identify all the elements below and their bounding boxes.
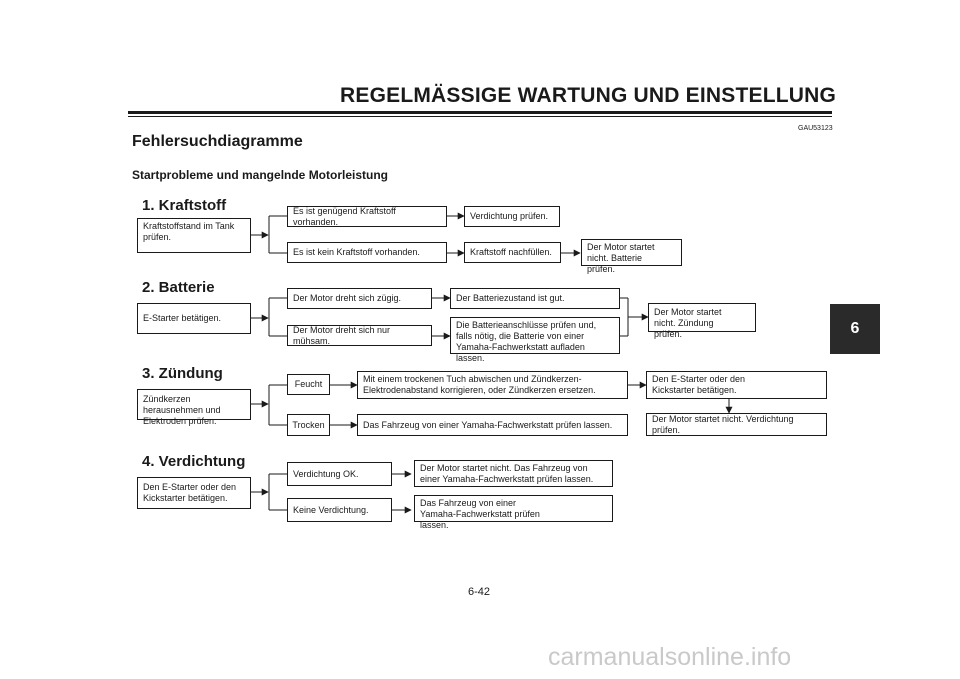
ignition-start-again-box: Den E-Starter oder den Kickstarter betätigen. bbox=[646, 371, 827, 399]
compression-ok-box: Verdichtung OK. bbox=[287, 462, 392, 486]
compression-none-box: Keine Verdichtung. bbox=[287, 498, 392, 522]
page-number: 6-42 bbox=[468, 586, 491, 598]
fuel-none-box: Es ist kein Kraftstoff vorhanden. bbox=[287, 242, 447, 263]
fuel-refill-box: Kraftstoff nachfüllen. bbox=[464, 242, 561, 263]
battery-result-box: Der Motor startet nicht. Zündung prüfen. bbox=[648, 303, 756, 332]
battery-good-box: Der Batteriezustand ist gut. bbox=[450, 288, 620, 309]
fuel-start-box: Kraftstoffstand im Tank prüfen. bbox=[137, 218, 251, 253]
section-title-fuel: 1. Kraftstoff bbox=[142, 197, 227, 214]
page-subheading: Startprobleme und mangelnde Motorleistung bbox=[132, 168, 389, 182]
fuel-check-compression-box: Verdichtung prüfen. bbox=[464, 206, 560, 227]
ignition-clean-box: Mit einem trockenen Tuch abwischen und Zündkerzen-Elektrodenabstand korrigieren, oder Zündkerzen ersetzen. bbox=[357, 371, 628, 399]
watermark: carmanualsonline.info bbox=[548, 643, 792, 671]
battery-start-box: E-Starter betätigen. bbox=[137, 303, 251, 334]
ignition-dry-box: Trocken bbox=[287, 414, 330, 436]
battery-slow-box: Der Motor dreht sich nur mühsam. bbox=[287, 325, 432, 346]
battery-fast-box: Der Motor dreht sich zügig. bbox=[287, 288, 432, 309]
fuel-result-box: Der Motor startet nicht. Batterie prüfen. bbox=[581, 239, 682, 266]
fuel-enough-box: Es ist genügend Kraftstoff vorhanden. bbox=[287, 206, 447, 227]
ignition-wet-box: Feucht bbox=[287, 374, 330, 395]
page-header-title: REGELMÄSSIGE WARTUNG UND EINSTELLUNG bbox=[340, 84, 837, 107]
compression-none-result-box: Das Fahrzeug von einer Yamaha-Fachwerkstatt prüfen lassen. bbox=[414, 495, 613, 522]
ignition-workshop-box: Das Fahrzeug von einer Yamaha-Fachwerkstatt prüfen lassen. bbox=[357, 414, 628, 436]
ignition-final-box: Der Motor startet nicht. Verdichtung prüfen. bbox=[646, 413, 827, 436]
section-title-battery: 2. Batterie bbox=[142, 279, 215, 296]
page-heading: Fehlersuchdiagramme bbox=[132, 133, 303, 150]
compression-start-box: Den E-Starter oder den Kickstarter betätigen. bbox=[137, 477, 251, 509]
section-title-ignition: 3. Zündung bbox=[142, 365, 223, 382]
chapter-tab[interactable]: 6 bbox=[830, 304, 880, 354]
section-title-compression: 4. Verdichtung bbox=[142, 453, 246, 470]
compression-ok-result-box: Der Motor startet nicht. Das Fahrzeug von einer Yamaha-Fachwerkstatt prüfen lassen. bbox=[414, 460, 613, 487]
document-code: GAU53123 bbox=[798, 125, 833, 132]
ignition-start-box: Zündkerzen herausnehmen und Elektroden prüfen. bbox=[137, 389, 251, 420]
battery-charge-box: Die Batterieanschlüsse prüfen und, falls nötig, die Batterie von einer Yamaha-Fachwerkstatt aufladen lassen. bbox=[450, 317, 620, 354]
